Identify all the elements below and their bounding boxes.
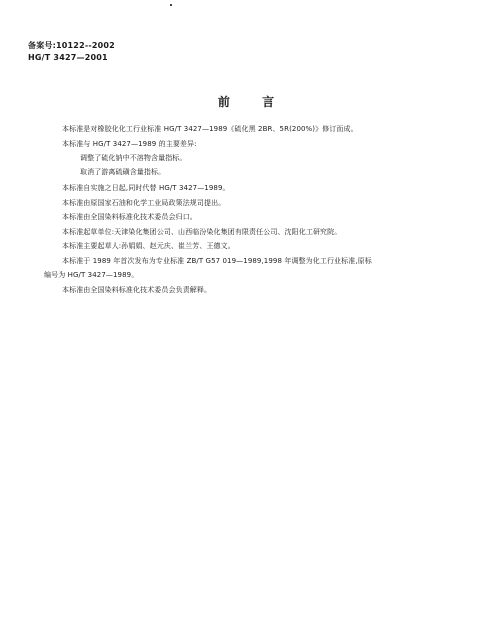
record-number: 备案号:10122--2002: [28, 41, 115, 50]
scan-speck: [170, 4, 172, 6]
paragraph-difference-1: 调整了硫化钠中不溶物含量指标。: [80, 154, 187, 162]
paragraph-revision: 本标准是对橡胶化化工行业标准 HG/T 3427—1989《硫化黑 2BR、5R(200%)》修订而成。: [62, 125, 358, 133]
paragraph-drafting-units: 本标准起草单位:天津染化集团公司、山西临汾染化集团有限责任公司、沈阳化工研究院。: [62, 228, 342, 236]
paragraph-replacement: 本标准自实施之日起,同时代替 HG/T 3427—1989。: [62, 184, 230, 192]
paragraph-differences-intro: 本标准与 HG/T 3427—1989 的主要差异:: [62, 140, 197, 148]
paragraph-interpretation: 本标准由全国染料标准化技术委员会负责解释。: [62, 286, 212, 294]
standard-number: HG/T 3427—2001: [28, 53, 108, 62]
foreword-title: 前 言: [217, 95, 276, 109]
paragraph-history: 本标准于 1989 年首次发布为专业标准 ZB/T G57 019—1989,1998 年调整为化工行业标准,原标: [62, 257, 372, 265]
paragraph-difference-2: 取消了游离硫磺含量指标。: [80, 168, 166, 176]
paragraph-proposer: 本标准由原国家石油和化学工业局政策法规司提出。: [62, 199, 226, 207]
paragraph-history-cont: 编号为 HG/T 3427—1989。: [44, 271, 139, 279]
paragraph-drafters: 本标准主要起草人:孙娟娟、赵元庆、崔兰芳、王德文。: [62, 242, 235, 250]
paragraph-committee: 本标准由全国染料标准化技术委员会归口。: [62, 213, 197, 221]
